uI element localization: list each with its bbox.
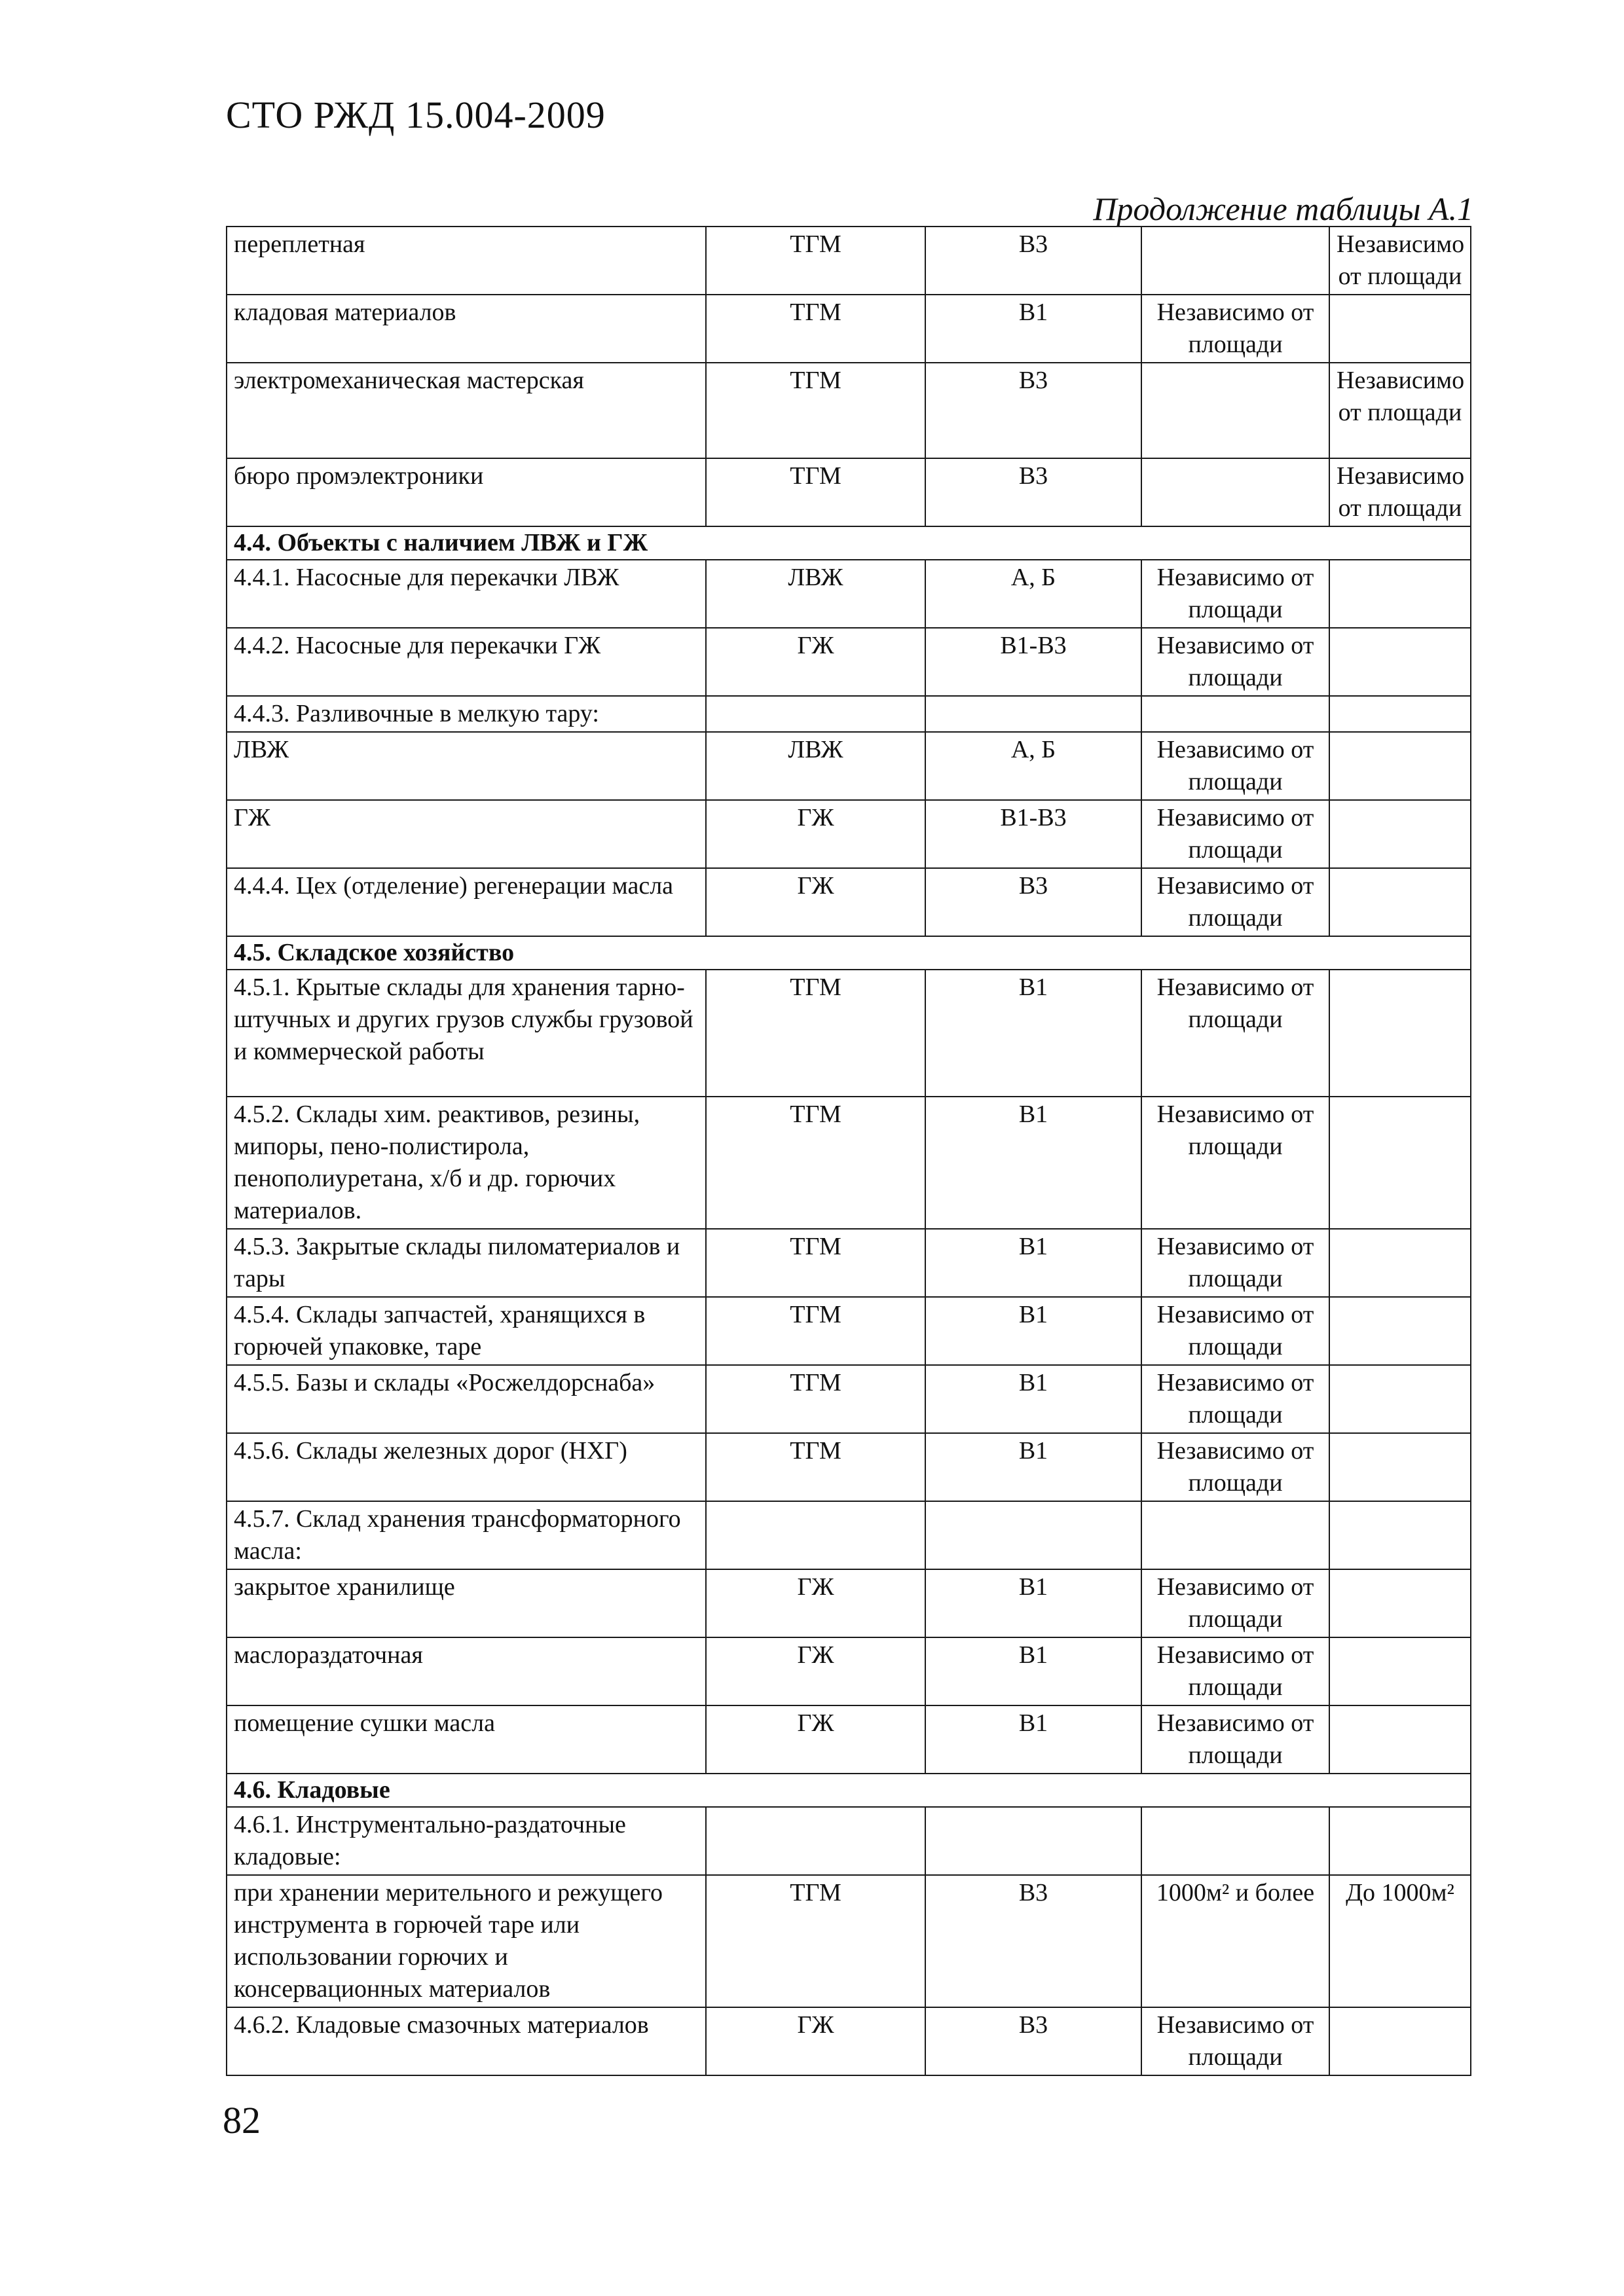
area-condition-alt-cell: [1329, 1501, 1471, 1569]
fire-category-cell: В1: [925, 1097, 1141, 1229]
substance-group-cell: ГЖ: [706, 868, 925, 936]
object-name-cell: ГЖ: [227, 800, 706, 868]
area-condition-alt-cell: Независимо от площади: [1329, 363, 1471, 458]
fire-category-cell: В3: [925, 868, 1141, 936]
table-row: [227, 1569, 1471, 1637]
object-name-cell: 4.5.3. Закрытые склады пиломатериалов и тары: [227, 1229, 706, 1297]
area-condition-cell: Независимо от площади: [1141, 628, 1329, 696]
fire-category-cell: [925, 696, 1141, 732]
fire-category-cell: В1-В3: [925, 628, 1141, 696]
fire-category-cell: В3: [925, 458, 1141, 526]
object-name-cell: 4.5.4. Склады запчастей, хранящихся в горючей упаковке, таре: [227, 1297, 706, 1365]
object-name-cell: ЛВЖ: [227, 732, 706, 800]
table-row: [227, 227, 1471, 295]
area-condition-cell: [1141, 363, 1329, 458]
table-row: [227, 458, 1471, 526]
area-condition-cell: Независимо от площади: [1141, 1433, 1329, 1501]
substance-group-cell: ТГМ: [706, 458, 925, 526]
object-name-cell: 4.4.4. Цех (отделение) регенерации масла: [227, 868, 706, 936]
fire-category-cell: В3: [925, 1875, 1141, 2007]
area-condition-cell: Независимо от площади: [1141, 1569, 1329, 1637]
substance-group-cell: [706, 1807, 925, 1875]
document-code: СТО РЖД 15.004-2009: [226, 94, 606, 136]
area-condition-cell: Независимо от площади: [1141, 1297, 1329, 1365]
fire-category-cell: В1: [925, 970, 1141, 1097]
area-condition-alt-cell: [1329, 1637, 1471, 1705]
area-condition-alt-cell: [1329, 1569, 1471, 1637]
object-name-cell: 4.4.3. Разливочные в мелкую тару:: [227, 696, 706, 732]
table-row: [227, 2007, 1471, 2075]
table-row: [227, 560, 1471, 628]
table-body: [227, 227, 1471, 2075]
object-name-cell: кладовая материалов: [227, 295, 706, 363]
table-row: [227, 1705, 1471, 1774]
substance-group-cell: ГЖ: [706, 2007, 925, 2075]
table-row: [227, 1297, 1471, 1365]
area-condition-cell: Независимо от площади: [1141, 1705, 1329, 1774]
object-name-cell: 4.6.1. Инструментально-раздаточные кладовые:: [227, 1807, 706, 1875]
area-condition-alt-cell: [1329, 1297, 1471, 1365]
fire-category-cell: А, Б: [925, 560, 1141, 628]
fire-category-cell: [925, 1807, 1141, 1875]
object-name-cell: 4.6.2. Кладовые смазочных материалов: [227, 2007, 706, 2075]
section-header-row: [227, 526, 1471, 560]
fire-category-cell: В1: [925, 1569, 1141, 1637]
substance-group-cell: ЛВЖ: [706, 732, 925, 800]
object-name-cell: 4.5.6. Склады железных дорог (НХГ): [227, 1433, 706, 1501]
fire-category-cell: В1: [925, 1705, 1141, 1774]
substance-group-cell: ГЖ: [706, 1637, 925, 1705]
table-row: [227, 1875, 1471, 2007]
area-condition-cell: [1141, 458, 1329, 526]
object-name-cell: маслораздаточная: [227, 1637, 706, 1705]
table-row: [227, 295, 1471, 363]
area-condition-alt-cell: [1329, 732, 1471, 800]
area-condition-cell: Независимо от площади: [1141, 2007, 1329, 2075]
fire-category-cell: В1: [925, 1297, 1141, 1365]
object-name-cell: бюро промэлектроники: [227, 458, 706, 526]
area-condition-alt-cell: [1329, 1705, 1471, 1774]
area-condition-alt-cell: [1329, 1433, 1471, 1501]
table-row: [227, 1433, 1471, 1501]
substance-group-cell: ТГМ: [706, 363, 925, 458]
area-condition-alt-cell: [1329, 628, 1471, 696]
area-condition-alt-cell: [1329, 800, 1471, 868]
area-condition-alt-cell: [1329, 2007, 1471, 2075]
area-condition-cell: 1000м² и более: [1141, 1875, 1329, 2007]
table-row: [227, 1501, 1471, 1569]
section-title: 4.4. Объекты с наличием ЛВЖ и ГЖ: [227, 526, 1471, 560]
table-row: [227, 1637, 1471, 1705]
fire-category-cell: В1: [925, 295, 1141, 363]
fire-category-table: [226, 226, 1471, 2076]
object-name-cell: 4.5.2. Склады хим. реактивов, резины, мипоры, пено-полистирола, пенополиуретана, х/б и др. горючих материалов.: [227, 1097, 706, 1229]
object-name-cell: закрытое хранилище: [227, 1569, 706, 1637]
area-condition-alt-cell: [1329, 1365, 1471, 1433]
table-row: [227, 696, 1471, 732]
page-number: 82: [223, 2099, 261, 2141]
table-row: [227, 970, 1471, 1097]
object-name-cell: 4.5.7. Склад хранения трансформаторного масла:: [227, 1501, 706, 1569]
section-title: 4.6. Кладовые: [227, 1774, 1471, 1807]
fire-category-cell: В3: [925, 363, 1141, 458]
fire-category-cell: А, Б: [925, 732, 1141, 800]
area-condition-cell: [1141, 1501, 1329, 1569]
substance-group-cell: ТГМ: [706, 1229, 925, 1297]
area-condition-alt-cell: Независимо от площади: [1329, 458, 1471, 526]
object-name-cell: помещение сушки масла: [227, 1705, 706, 1774]
area-condition-cell: [1141, 696, 1329, 732]
area-condition-alt-cell: Независимо от площади: [1329, 227, 1471, 295]
area-condition-alt-cell: [1329, 868, 1471, 936]
area-condition-alt-cell: До 1000м²: [1329, 1875, 1471, 2007]
object-name-cell: 4.5.5. Базы и склады «Росжелдорснаба»: [227, 1365, 706, 1433]
section-header-row: [227, 1774, 1471, 1807]
object-name-cell: 4.4.1. Насосные для перекачки ЛВЖ: [227, 560, 706, 628]
table-row: [227, 363, 1471, 458]
area-condition-alt-cell: [1329, 1807, 1471, 1875]
object-name-cell: 4.4.2. Насосные для перекачки ГЖ: [227, 628, 706, 696]
table-row: [227, 800, 1471, 868]
fire-category-cell: В1: [925, 1433, 1141, 1501]
section-header-row: [227, 936, 1471, 970]
substance-group-cell: ТГМ: [706, 1433, 925, 1501]
substance-group-cell: ГЖ: [706, 1705, 925, 1774]
substance-group-cell: [706, 696, 925, 732]
section-title: 4.5. Складское хозяйство: [227, 936, 1471, 970]
area-condition-cell: Независимо от площади: [1141, 1097, 1329, 1229]
table-row: [227, 1365, 1471, 1433]
fire-category-cell: В1: [925, 1229, 1141, 1297]
substance-group-cell: ТГМ: [706, 1875, 925, 2007]
area-condition-alt-cell: [1329, 560, 1471, 628]
substance-group-cell: ГЖ: [706, 628, 925, 696]
substance-group-cell: ТГМ: [706, 295, 925, 363]
table-row: [227, 1807, 1471, 1875]
fire-category-cell: В3: [925, 227, 1141, 295]
table-row: [227, 732, 1471, 800]
area-condition-cell: Независимо от площади: [1141, 1365, 1329, 1433]
table-row: [227, 628, 1471, 696]
fire-category-cell: В1-В3: [925, 800, 1141, 868]
area-condition-alt-cell: [1329, 1097, 1471, 1229]
area-condition-cell: Независимо от площади: [1141, 868, 1329, 936]
substance-group-cell: ГЖ: [706, 1569, 925, 1637]
table-row: [227, 1097, 1471, 1229]
fire-category-cell: В1: [925, 1365, 1141, 1433]
area-condition-cell: [1141, 1807, 1329, 1875]
area-condition-cell: Независимо от площади: [1141, 1637, 1329, 1705]
area-condition-cell: Независимо от площади: [1141, 560, 1329, 628]
substance-group-cell: ЛВЖ: [706, 560, 925, 628]
area-condition-alt-cell: [1329, 295, 1471, 363]
area-condition-alt-cell: [1329, 696, 1471, 732]
area-condition-cell: [1141, 227, 1329, 295]
substance-group-cell: [706, 1501, 925, 1569]
table-continuation-caption: Продолжение таблицы А.1: [1093, 191, 1473, 227]
table-row: [227, 868, 1471, 936]
fire-category-cell: [925, 1501, 1141, 1569]
substance-group-cell: ТГМ: [706, 970, 925, 1097]
area-condition-cell: Независимо от площади: [1141, 295, 1329, 363]
area-condition-alt-cell: [1329, 1229, 1471, 1297]
substance-group-cell: ТГМ: [706, 1365, 925, 1433]
substance-group-cell: ТГМ: [706, 1297, 925, 1365]
substance-group-cell: ТГМ: [706, 227, 925, 295]
area-condition-cell: Независимо от площади: [1141, 732, 1329, 800]
object-name-cell: переплетная: [227, 227, 706, 295]
substance-group-cell: ГЖ: [706, 800, 925, 868]
object-name-cell: при хранении мерительного и режущего инструмента в горючей таре или использовании горючих и консервационных материалов: [227, 1875, 706, 2007]
object-name-cell: 4.5.1. Крытые склады для хранения тарно-штучных и других грузов службы грузовой и коммерческой работы: [227, 970, 706, 1097]
object-name-cell: электромеханическая мастерская: [227, 363, 706, 458]
substance-group-cell: ТГМ: [706, 1097, 925, 1229]
fire-category-cell: В3: [925, 2007, 1141, 2075]
area-condition-cell: Независимо от площади: [1141, 800, 1329, 868]
area-condition-cell: Независимо от площади: [1141, 1229, 1329, 1297]
area-condition-alt-cell: [1329, 970, 1471, 1097]
area-condition-cell: Независимо от площади: [1141, 970, 1329, 1097]
fire-category-cell: В1: [925, 1637, 1141, 1705]
table-row: [227, 1229, 1471, 1297]
